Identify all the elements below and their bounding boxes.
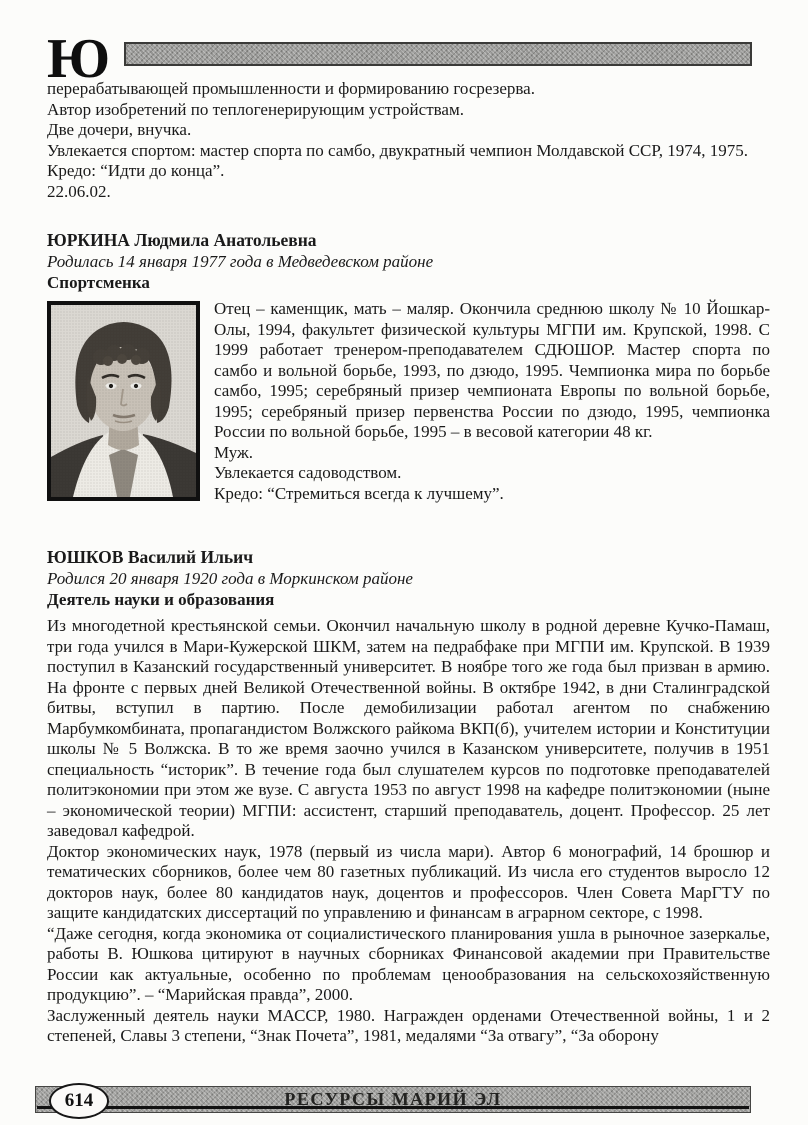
entry-paragraph: Заслуженный деятель науки МАССР, 1980. Награжден орденами Отечественной войны, 1 и 2 степеней, Славы 3 степени, “Знак Почета”, 1981, медалями “За отвагу”, “За оборону	[47, 1005, 770, 1045]
intro-line: перерабатывающей промышленности и формированию госрезерва.	[47, 79, 535, 98]
entry-paragraph: Отец – каменщик, мать – маляр. Окончила среднюю школу № 10 Йошкар-Олы, 1994, факультет физической культуры МГПИ им. Крупской, 1998. С 1999 работает тренером-преподавателем СДЮШОР. Мастер спорта по самбо и вольной борьбе, 1993, по дзюдо, 1995. Чемпионка мира по борьбе самбо, 1995; серебряный призер чемпионата Европы по вольной борьбе, 1995; серебряный призер первенства России по дзюдо, 1995, чемпионка России по вольной борьбе, 1995 – в весовой категории 48 кг.	[214, 299, 770, 441]
section-header-bar	[124, 42, 752, 66]
entry-yurkina	[47, 230, 770, 505]
entry-name: ЮШКОВ Василий Ильич	[47, 547, 254, 567]
entry-paragraph: Кредо: “Стремиться всегда к лучшему”.	[214, 483, 504, 503]
entry-name: ЮРКИНА Людмила Анатольевна	[47, 230, 317, 250]
section-letter: Ю	[47, 28, 110, 90]
page-number-badge	[49, 1083, 109, 1119]
intro-line: Кредо: “Идти до конца”.	[47, 161, 225, 180]
entry-paragraph: Муж.	[214, 442, 253, 462]
entry-birth-line: Родился 20 января 1920 года в Моркинском районе	[47, 569, 413, 588]
entry-role-line: Деятель науки и образования	[47, 590, 275, 609]
entry-role-line: Спортсменка	[47, 273, 150, 292]
intro-line: Увлекается спортом: мастер спорта по самбо, двукратный чемпион Молдавской ССР, 1974, 1975.	[47, 140, 748, 160]
intro-line: 22.06.02.	[47, 181, 111, 201]
footer-title: РЕСУРСЫ МАРИЙ ЭЛ	[284, 1089, 502, 1109]
page-footer	[35, 1086, 751, 1113]
portrait-illustration	[51, 305, 196, 497]
entry-birth-line: Родилась 14 января 1977 года в Медведевском районе	[47, 252, 434, 271]
intro-continuation-text	[47, 79, 770, 202]
intro-line: Автор изобретений по теплогенерирующим устройствам.	[47, 99, 464, 119]
intro-line: Две дочери, внучка.	[47, 120, 192, 139]
entry-paragraph: Доктор экономических наук, 1978 (первый из числа мари). Автор 6 монографий, 14 брошюр и тематических сборников, более чем 80 газетных публикаций. Из числа его студентов выросло 12 докторов наук, более 80 кандидатов наук, доцентов и профессоров. Член Совета МарГТУ по защите кандидатских диссертаций по управлению и финансам в аграрном секторе, с 1998.	[47, 841, 770, 922]
entry-body	[47, 299, 770, 504]
entry-paragraph: Увлекается садоводством.	[214, 463, 402, 482]
page-number: 614	[64, 1090, 94, 1111]
entry-paragraph: “Даже сегодня, когда экономика от социалистического планирования ушла в рыночное зазеркалье, работы В. Юшкова цитируют в научных сборниках Финансовой академии при Правительстве России как актуальные, особенно по проблемам ценообразования на сельскохозяйственную продукцию”. – “Марийская правда”, 2000.	[47, 923, 770, 1004]
entry-paragraph: Из многодетной крестьянской семьи. Окончил начальную школу в родной деревне Кучко-Памаш, три года учился в Мари-Кужерской ШКМ, затем на педрабфаке при МГПИ им. Крупской. В 1939 поступил в Казанский государственный университет. В ноябре того же года был призван в армию. На фронте с первых дней Великой Отечественной войны. В октябре 1942, в дни Сталинградской битвы, вступил в партию. После демобилизации работал агентом по снабжению Марбумкомбината, пропагандистом Волжского райкома ВКП(б), учителем истории и Конституции школы № 5 Волжска. В то же время заочно учился в Казанском университете, получив в 1951 специальность “историк”. В течение года был слушателем курсов по подготовке преподавателей политэкономии при этом же вузе. С августа 1953 по август 1998 на кафедре политэкономии (ныне – экономической теории) МГПИ: ассистент, старший преподаватель, доцент. Профессор. 25 лет заведовал кафедрой.	[47, 616, 770, 840]
entry-yushkov	[47, 547, 770, 1047]
portrait-photo	[47, 301, 200, 501]
